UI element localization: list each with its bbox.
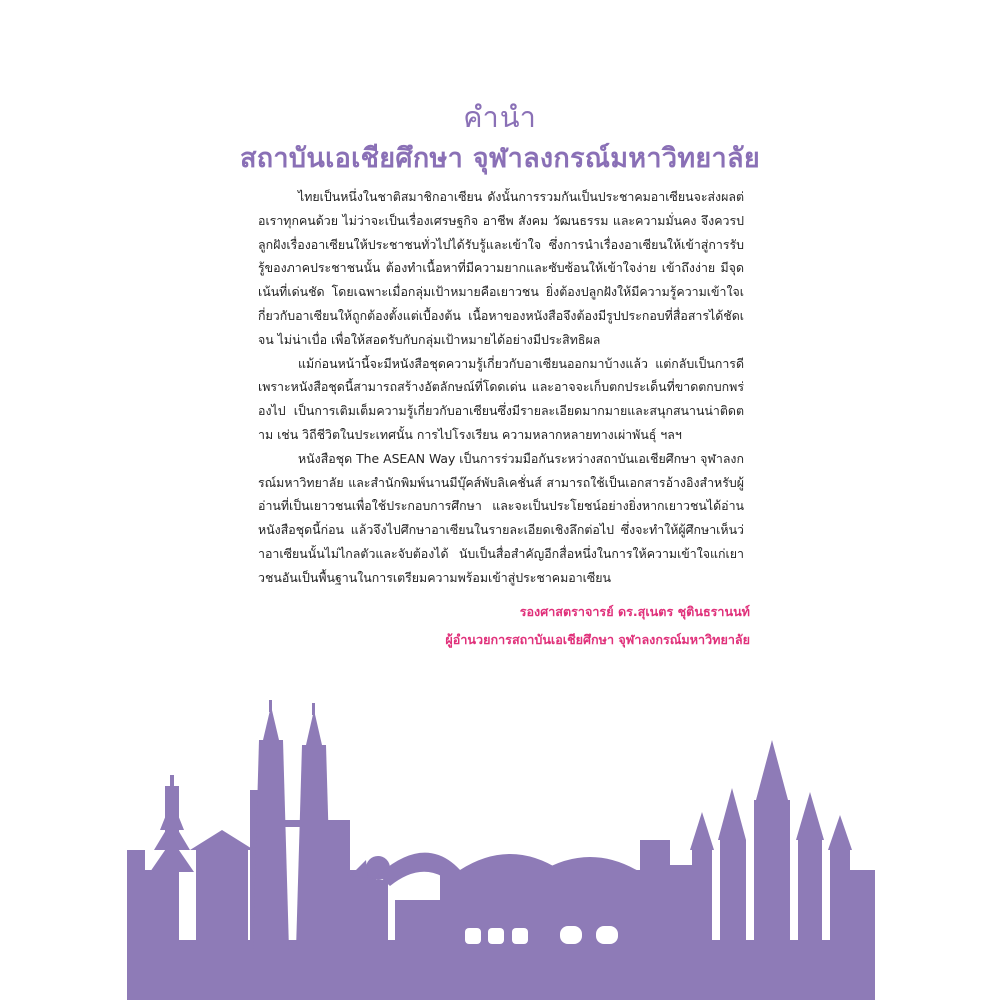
page-title: คำนำ [463, 100, 537, 134]
signature-position: ผู้อำนวยการสถาบันเอเชียศึกษา จุฬาลงกรณ์มหาวิทยาลัย [445, 632, 750, 647]
asean-skyline-illustration [0, 700, 1000, 1000]
skyline-silhouette [127, 700, 875, 1000]
signature-block [445, 598, 750, 654]
preface-body [258, 185, 744, 590]
paragraph-3: หนังสือชุด The ASEAN Way เป็นการร่วมมือกันระหว่างสถาบันเอเชียศึกษา จุฬาลงกรณ์มหาวิทยาลัย และสำนักพิมพ์นานมีบุ๊คส์พับลิเคชั่นส์ สามารถใช้เป็นเอกสารอ้างอิงสำหรับผู้อ่านที่เป็นเยาวชนเพื่อใช้ประกอบการศึกษา และจะเป็นประโยชน์อย่างยิ่งหากเยาวชนได้อ่านหนังสือชุดนี้ก่อน แล้วจึงไปศึกษาอาเซียนในรายละเอียดเชิงลึกต่อไป ซึ่งจะทำให้ผู้ศึกษาเห็นว่าอาเซียนนั้นไม่ไกลตัวและจับต้องได้ นับเป็นสื่อสำคัญอีกสื่อหนึ่งในการให้ความเข้าใจแก่เยาวชนอันเป็นพื้นฐานในการเตรียมความพร้อมเข้าสู่ประชาคมอาเซียน [258, 450, 744, 585]
paragraph-1: ไทยเป็นหนึ่งในชาติสมาชิกอาเซียน ดังนั้นการรวมกันเป็นประชาคมอาเซียนจะส่งผลต่อเราทุกคนด้วย ไม่ว่าจะเป็นเรื่องเศรษฐกิจ อาชีพ สังคม วัฒนธรรม และความมั่นคง จึงควรปลูกฝังเรื่องอาเซียนให้ประชาชนทั่วไปได้รับรู้และเข้าใจ ซึ่งการนำเรื่องอาเซียนให้เข้าสู่การรับรู้ของภาคประชาชนนั้น ต้องทำเนื้อหาที่มีความยากและซับซ้อนให้เข้าใจง่าย เข้าถึงง่าย มีจุดเน้นที่เด่นชัด โดยเฉพาะเมื่อกลุ่มเป้าหมายคือเยาวชน ยิ่งต้องปลูกฝังให้มีความรู้ความเข้าใจเกี่ยวกับอาเซียนให้ถูกต้องตั้งแต่เบื้องต้น เนื้อหาของหนังสือจึงต้องมีรูปประกอบที่สื่อสารได้ชัดเจน ไม่น่าเบื่อ เพื่อให้สอดรับกับกลุ่มเป้าหมายได้อย่างมีประสิทธิผล [258, 189, 744, 347]
page-subtitle: สถาบันเอเชียศึกษา จุฬาลงกรณ์มหาวิทยาลัย [240, 143, 760, 174]
paragraph-2: แม้ก่อนหน้านี้จะมีหนังสือชุดความรู้เกี่ยวกับอาเซียนออกมาบ้างแล้ว แต่กลับเป็นการดีเพราะหนังสือชุดนี้สามารถสร้างอัตลักษณ์ที่โดดเด่น และอาจจะเก็บตกประเด็นที่ขาดตกบกพร่องไป เป็นการเติมเต็มความรู้เกี่ยวกับอาเซียนซึ่งมีรายละเอียดมากมายและสนุกสนานน่าติดตาม เช่น วิถีชีวิตในประเทศนั้น การไปโรงเรียน ความหลากหลายทางเผ่าพันธุ์ ฯลฯ [258, 355, 744, 442]
signature-name: รองศาสตราจารย์ ดร.สุเนตร ชุตินธรานนท์ [519, 604, 750, 619]
